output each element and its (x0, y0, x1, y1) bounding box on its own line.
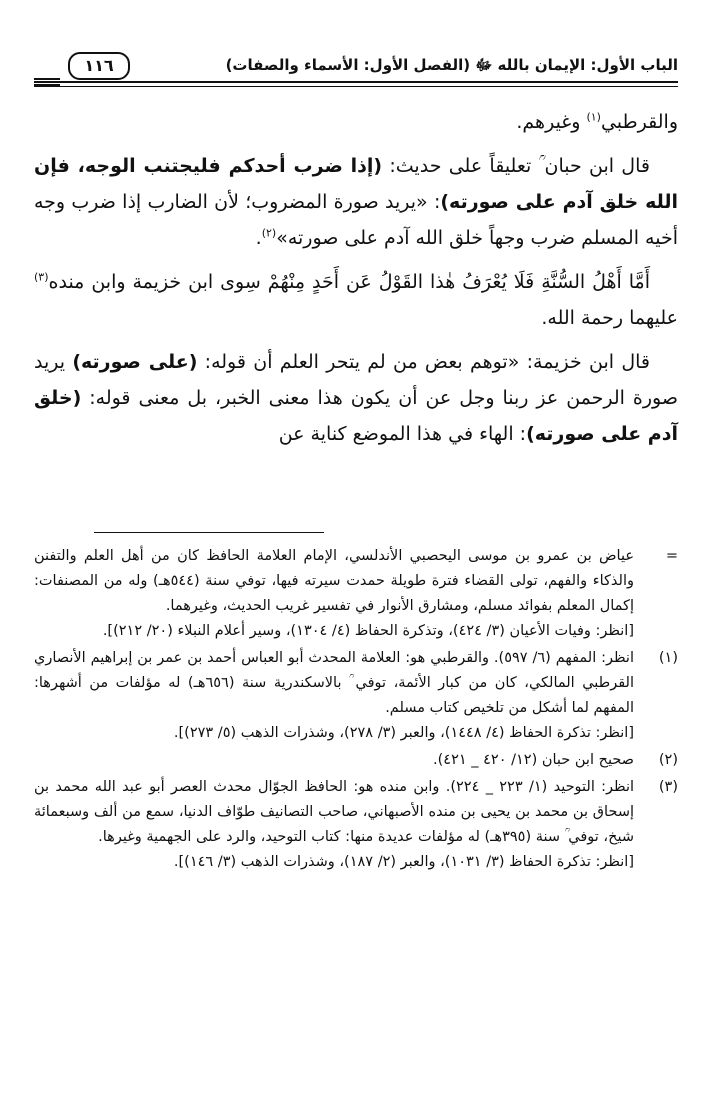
paragraph-3 (34, 264, 678, 336)
footnote-ref-1: (١) (586, 110, 601, 124)
paragraph-1 (34, 104, 678, 140)
p4-middle: يريد صورة الرحمن عز ربنا وجل عن أن يكون هذا معنى الخبر، بل معنى قوله: (34, 351, 678, 409)
footnote-marker: (١) (658, 650, 678, 666)
footnote-separator (94, 532, 324, 533)
footnote-marker: (٣) (658, 779, 678, 795)
footnotes (34, 544, 678, 875)
paragraph-2 (34, 148, 678, 256)
p3-text: أَمَّا أَهْلُ السُّنَّةِ فَلَا يُعْرَفُ هٰذا القَوْلُ عَن أَحَدٍ مِنْهُمْ سِوى ابن خزيمة وابن منده (48, 271, 650, 293)
footnote-line: [انظر: تذكرة الحفاظ (٣/ ١٠٣١)، والعبر (٢/ ١٨٧)، وشذرات الذهب (٣/ ١٤٦)]. (173, 854, 634, 870)
footnote-line: [انظر: تذكرة الحفاظ (٤/ ١٤٤٨)، والعبر (٣/ ٢٧٨)، وشذرات الذهب (٥/ ٢٧٣)]. (173, 725, 634, 741)
p3-tail: عليهما رحمة الله. (541, 307, 678, 329)
p4-intro: قال ابن خزيمة: «توهم بعض من لم يتحر العلم أن قوله: (197, 351, 651, 373)
header-rule-thin (34, 86, 678, 87)
book-page (34, 0, 678, 1110)
p1-text: والقرطبي (600, 111, 678, 133)
running-header (34, 50, 678, 86)
running-header-title: الباب الأول: الإيمان بالله ﷻ (الفصل الأول: الأسماء والصفات) (225, 56, 678, 74)
main-text (34, 104, 678, 452)
p2-intro: قال ابن حبان ؒ تعليقاً على حديث: (382, 155, 650, 177)
header-dash-top (34, 78, 60, 80)
p2-commentary: : «يريد صورة المضروب؛ لأن الضارب إذا ضرب وجه أخيه المسلم ضرب وجهاً خلق الله آدم على صورته» (34, 191, 678, 249)
p4-end: : الهاء في هذا الموضع كناية عن (278, 423, 527, 445)
header-dash-bottom (34, 84, 60, 86)
footnote-continued (34, 544, 678, 644)
footnote-marker: (٢) (658, 752, 678, 768)
footnote-line: عياض بن عمرو بن موسى اليحصبي الأندلسي، الإمام العلامة الحافظ كان من أهل العلم والتفنن والذكاء والفهم، تولى القضاء فترة طويلة حمدت سيرته فيها، توفي سنة (٥٤٤هـ) وله من المصنفات: إكمال المعلم بفوائد مسلم، ومشارق الأنوار في تفسير غريب الحديث، وغيرهما. (34, 548, 634, 614)
p1-tail: وغيرهم. (516, 111, 587, 133)
footnote-2 (34, 748, 678, 773)
footnote-3 (34, 775, 678, 875)
p2-hadith: (إذا ضرب أحدكم فليجتنب الوجه، فإن الله خلق آدم على صورته) (34, 155, 678, 213)
page-number-badge: ١١٦ (68, 52, 130, 80)
header-rule-thick (34, 81, 678, 83)
footnote-ref-2: (٢) (261, 226, 277, 240)
footnote-line: انظر: المفهم (٦/ ٥٩٧). والقرطبي هو: العلامة المحدث أبو العباس أحمد بن عمر بن إبراهيم الأنصاري القرطبي المالكي، كان من كبار الأئمة، توفي ؒ بالاسكندرية سنة (٦٥٦هـ) له مؤلفات من أشهرها: المفهم لما أشكل من تلخيص كتاب مسلم. (34, 650, 634, 716)
footnote-ref-3: (٣) (34, 270, 49, 284)
p4-bold-1: (على صورته) (72, 351, 198, 373)
footnote-line: [انظر: وفيات الأعيان (٣/ ٤٢٤)، وتذكرة الحفاظ (٤/ ١٣٠٤)، وسير أعلام النبلاء (٢٠/ ٢١٢)]. (102, 623, 634, 639)
footnote-line: انظر: التوحيد (١/ ٢٢٣ _ ٢٢٤). وابن منده هو: الحافظ الجوّال محدث العصر أبو عبد الله محمد بن إسحاق بن محمد بن يحيى بن منده الأصبهاني، صاحب التصانيف طوّاف الدنيا، سمع من ألف وسبعمائة شيخ، توفي ؒ سنة (٣٩٥هـ) له مؤلفات عديدة منها: كتاب التوحيد، والرد على الجهمية وغيرها. (34, 779, 635, 845)
p2-end: . (255, 227, 262, 249)
footnote-marker: = (665, 548, 678, 564)
p4-bold-2: (خلق آدم على صورته) (34, 387, 678, 445)
paragraph-4 (34, 344, 678, 452)
footnote-1 (34, 646, 678, 746)
footnote-line: صحيح ابن حبان (١٢/ ٤٢٠ _ ٤٢١). (433, 752, 634, 768)
